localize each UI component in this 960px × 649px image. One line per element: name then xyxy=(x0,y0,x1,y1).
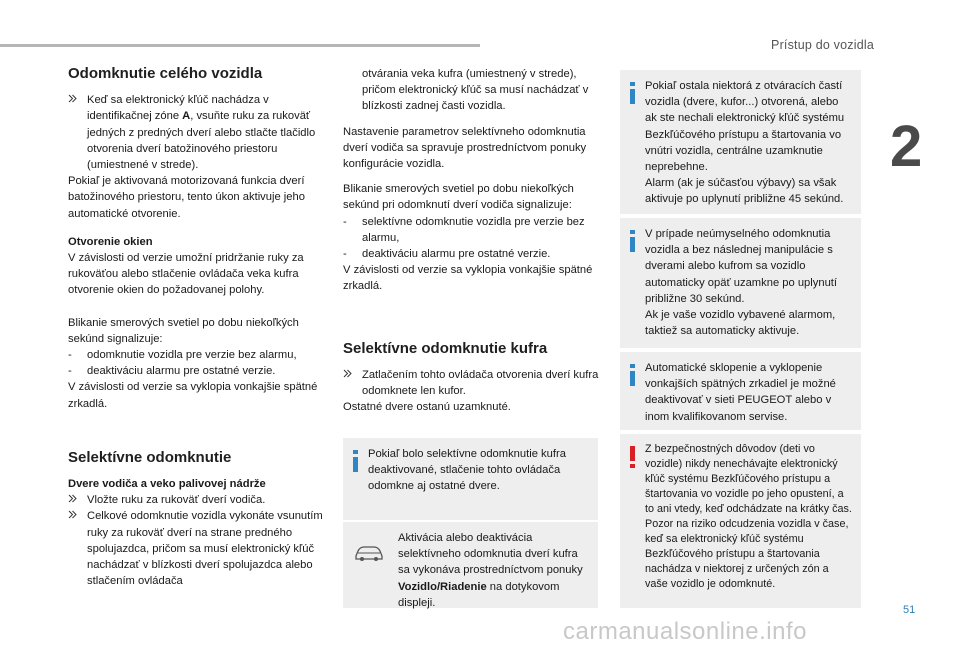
list-item: Celkové odomknutie vozidla vykonáte vsunutím ruky za rukoväť dverí na strane predného spolujazdca, pričom sa musí elektronický kľúč nachádzať v blízkosti dverí spolujazdca alebo stlačením ovládača xyxy=(68,508,330,589)
paragraph: Blikanie smerových svetiel po dobu niekoľkých sekúnd signalizuje: xyxy=(68,316,299,345)
list-item: Vložte ruku za rukoväť dverí vodiča. xyxy=(68,492,330,508)
column-2 xyxy=(343,66,601,415)
car-icon xyxy=(354,544,384,567)
watermark: carmanualsonline.info xyxy=(563,618,807,645)
list-item: - odomknutie vozidla pre verzie bez alarmu, xyxy=(68,349,297,362)
section-title: Prístup do vozidla xyxy=(771,38,874,52)
info-box-text: Pokiaľ ostala niektorá z otváracích častí vozidla (dvere, kufor...) otvorená, alebo ak ste nechali elektronický kľúč systému Bezkľúčového prístupu a štartovania vo vnútri vozidla, centrálne uzamknutie neprebehne. Alarm (ak je súčasťou výbavy) sa však aktivuje po uplynutí približne 45 sekúnd. xyxy=(645,80,845,206)
heading-unlock-whole: Odomknutie celého vozidla xyxy=(68,65,263,82)
heading-trunk-unlock: Selektívne odomknutie kufra xyxy=(343,339,548,357)
list-item: - deaktiváciu alarmu pre ostatné verzie. xyxy=(343,248,551,261)
info-icon xyxy=(629,230,636,257)
bullet-marker-icon xyxy=(68,92,87,173)
paragraph: V závislosti od verzie sa vyklopia vonkajšie spätné zrkadlá. xyxy=(343,264,593,293)
list-item-text: Keď sa elektronický kľúč nachádza v identifikačnej zóne A, vsuňte ruku za rukoväť jedných z predných dverí alebo stlačte tlačidlo otvorenia dverí batožinového priestoru (umiestnené v strede). xyxy=(87,94,316,172)
header-rule xyxy=(0,44,480,47)
info-box xyxy=(343,438,598,520)
paragraph: Pokiaľ je aktivovaná motorizovaná funkcia dverí batožinového priestoru, tento úkon aktivuje jeho automatické otvorenie. xyxy=(68,175,305,220)
heading-selective-unlock: Selektívne odomknutie xyxy=(68,448,232,466)
info-box xyxy=(620,218,861,348)
bullet-marker-icon xyxy=(343,367,362,399)
column-1 xyxy=(68,66,330,589)
warning-box xyxy=(620,434,861,608)
paragraph: Nastavenie parametrov selektívneho odomknutia dverí vodiča sa spravuje prostredníctvom ponuky konfigurácie vozidla. xyxy=(343,125,587,171)
list-item: - selektívne odomknutie vozidla pre verzie bez alarmu, xyxy=(343,215,585,244)
warning-icon xyxy=(629,446,636,473)
warning-box-text: Z bezpečnostných dôvodov (deti vo vozidle) nikdy nenechávajte elektronický kľúč systému Bezkľúčového prístupu a štartovania vo vozidle po jeho opustení, a to ani vtedy, keď odchádzate na krátky čas. Pozor na riziko odcudzenia vozidla v čase, keď sa elektronický kľúč systému Bezkľúčového prístupu a štartovania nachádza v niektorej z určených zón a vaše vozidlo je odomknuté. xyxy=(645,443,852,590)
paragraph: Blikanie smerových svetiel po dobu niekoľkých sekúnd pri odomknutí dverí vodiča signalizuje: xyxy=(343,183,574,212)
info-box xyxy=(620,70,861,214)
subheading-driver-door: Dvere vodiča a veko palivovej nádrže xyxy=(68,478,266,491)
paragraph: V závislosti od verzie sa vyklopia vonkajšie spätné zrkadlá. xyxy=(68,381,318,410)
bullet-marker-icon xyxy=(68,492,87,508)
info-box-text: Automatické sklopenie a vyklopenie vonkajších spätných zrkadiel je možné deaktivovať v sieti PEUGEOT alebo v inom kvalifikovanom servise. xyxy=(645,362,836,423)
info-box xyxy=(620,352,861,430)
info-box-text: Pokiaľ bolo selektívne odomknutie kufra deaktivované, stlačenie tohto ovládača odomkne aj ostatné dvere. xyxy=(368,448,566,493)
info-icon xyxy=(629,364,636,391)
paragraph: V závislosti od verzie umožní pridržanie ruky za rukoväťou alebo stlačenie ovládača veka kufra otvorenie okien do požadovanej polohy. xyxy=(68,252,304,297)
chapter-number: 2 xyxy=(890,114,923,179)
page-number: 51 xyxy=(903,604,916,616)
info-icon xyxy=(352,450,359,477)
bullet-marker-icon xyxy=(68,508,87,589)
paragraph-continued: otvárania veka kufra (umiestnený v strede), pričom elektronický kľúč sa musí nachádzať v blízkosti zadnej časti vozidla. xyxy=(362,68,589,113)
car-info-box xyxy=(343,522,598,608)
list-item: Zatlačením tohto ovládača otvorenia dverí kufra odomknete len kufor. xyxy=(343,367,601,399)
list-item xyxy=(68,92,330,173)
subheading-windows: Otvorenie okien xyxy=(68,235,153,248)
list-item: - deaktiváciu alarmu pre ostatné verzie. xyxy=(68,365,276,378)
paragraph: Ostatné dvere ostanú uzamknuté. xyxy=(343,401,511,414)
info-box-text: V prípade neúmyselného odomknutia vozidla a bez následnej manipulácie s dverami alebo kufrom sa vozidlo automaticky opäť uzamkne po uplynutí približne 30 sekúnd. Ak je vaše vozidlo vybavené alarmom, taktiež sa automaticky aktivuje. xyxy=(645,228,838,338)
info-icon xyxy=(629,82,636,109)
car-info-box-text: Aktivácia alebo deaktivácia selektívneho odomknutia dverí kufra sa vykonáva prostredníctvom ponuky Vozidlo/Riadenie na dotykovom displeji. xyxy=(398,532,583,609)
